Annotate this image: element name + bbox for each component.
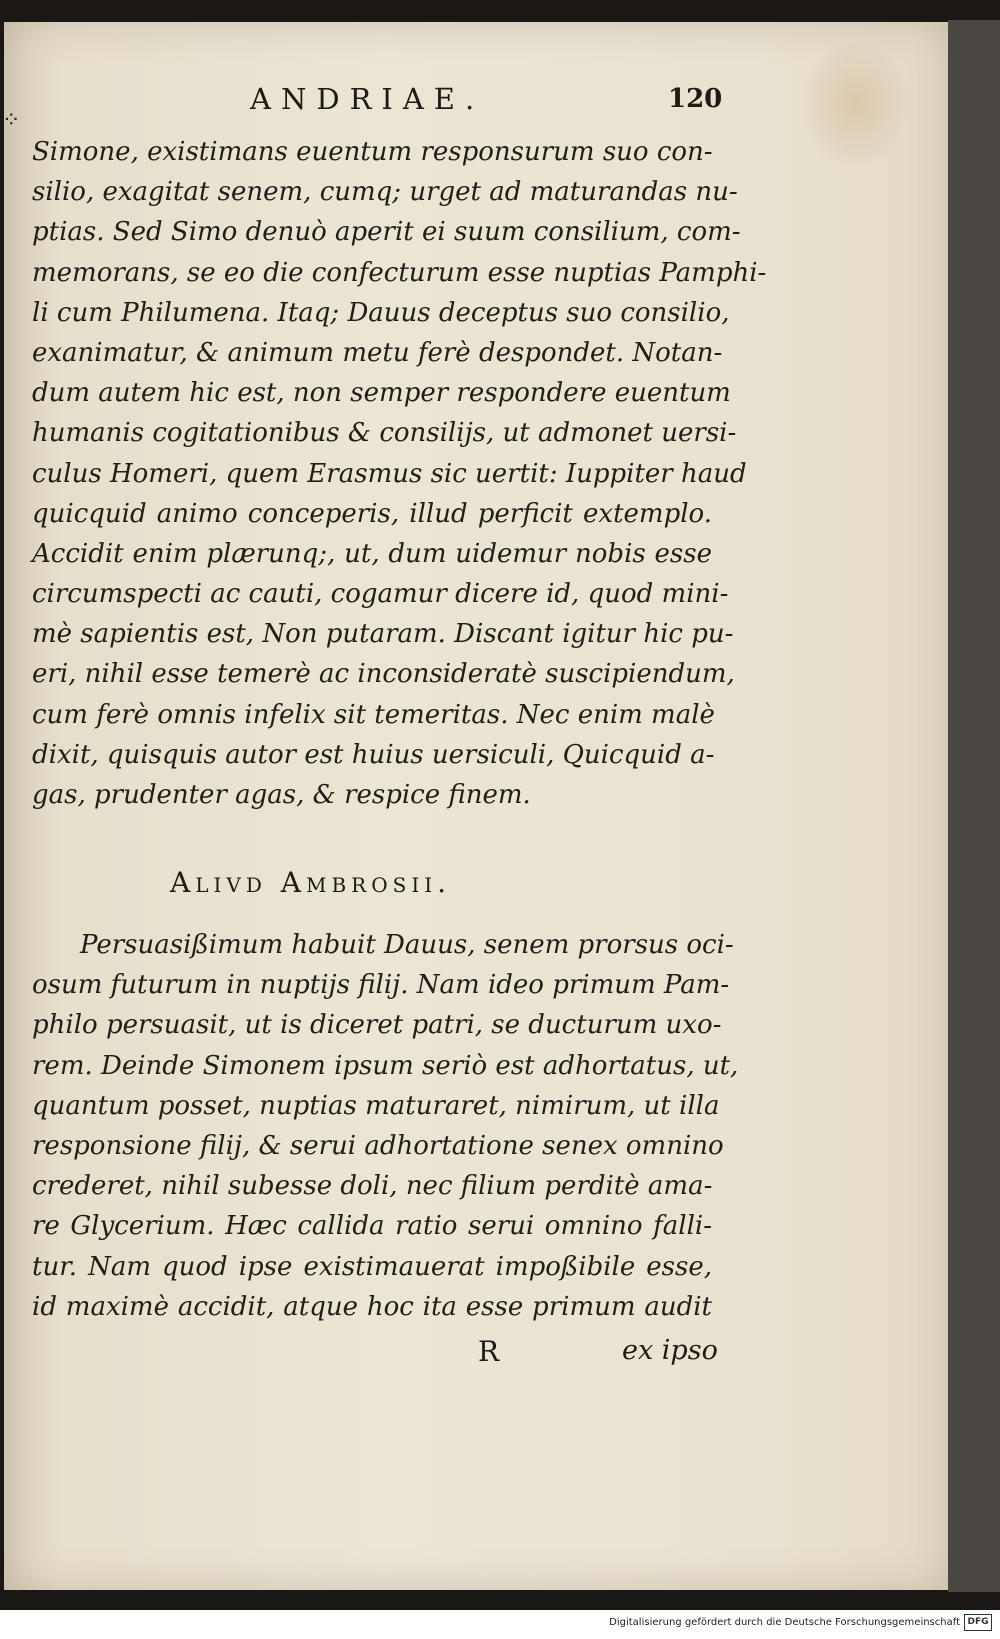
text-line: mè sapientis est, Non putaram. Discant igitur hic pu- <box>32 619 734 650</box>
text-line: circumspecti ac cauti, cogamur dicere id, quod mini- <box>32 579 729 610</box>
text-line: dum autem hic est, non semper respondere euentum <box>32 378 731 409</box>
paragraph-1 <box>32 132 767 815</box>
text-line: li cum Philumena. Itaq; Dauus deceptus suo consilio, <box>32 297 730 328</box>
dfg-logo[interactable]: DFG <box>964 1614 992 1631</box>
text-line: exanimatur, & animum metu ferè despondet. Notan- <box>32 337 723 368</box>
signature-mark: R <box>478 1335 500 1368</box>
text-line: re Glycerium. Hæc callida ratio serui omnino falli- <box>32 1211 712 1242</box>
text-line: quicquid animo conceperis, illud perficit extemplo. <box>32 498 712 529</box>
text-line: responsione filij, & serui adhortatione senex omnino <box>32 1130 724 1161</box>
text-line: silio, exagitat senem, cumq; urget ad maturandas nu- <box>32 177 738 208</box>
text-line: ptias. Sed Simo denuò aperit ei suum consilium, com- <box>32 217 741 248</box>
text-line: rem. Deinde Simonem ipsum seriò est adhortatus, ut, <box>32 1050 739 1081</box>
text-line: Simone, existimans euentum responsurum suo con- <box>32 137 713 167</box>
paragraph-2 <box>32 925 739 1327</box>
scan-edge-strip <box>948 20 1000 1592</box>
text-line: gas, prudenter agas, & respice finem. <box>32 780 531 810</box>
paper-stain <box>800 38 910 168</box>
text-line: Accidit enim plærunq;, ut, dum uidemur nobis esse <box>32 538 712 569</box>
text-line: id maximè accidit, atque hoc ita esse primum audit <box>32 1291 712 1322</box>
catchword: ex ipso <box>622 1335 718 1366</box>
text-line: osum futurum in nuptijs filij. Nam ideo primum Pam- <box>32 970 730 1001</box>
text-line: tur. Nam quod ipse existimauerat impoßibile esse, <box>32 1251 712 1282</box>
running-title: ANDRIAE. <box>250 82 485 116</box>
text-line: crederet, nihil subesse doli, nec filium perditè ama- <box>32 1171 713 1202</box>
section-heading: Alivd Ambrosii. <box>170 866 452 899</box>
text-line: Persuasißimum habuit Dauus, senem prorsus oci- <box>80 930 734 960</box>
text-line: culus Homeri, quem Erasmus sic uertit: Iuppiter haud <box>32 458 747 489</box>
text-line: quantum posset, nuptias maturaret, nimirum, ut illa <box>32 1090 720 1121</box>
margin-mark-icon: ⁘ <box>2 108 21 133</box>
funding-note: Digitalisierung gefördert durch die Deutsche Forschungsgemeinschaft <box>609 1617 960 1628</box>
text-line: memorans, se eo die confecturum esse nuptias Pamphi- <box>32 257 767 288</box>
text-line: humanis cogitationibus & consilijs, ut admonet uersi- <box>32 418 737 449</box>
text-line: dixit, quisquis autor est huius uersiculi, Quicquid a- <box>32 739 715 770</box>
text-line: cum ferè omnis infelix sit temeritas. Nec enim malè <box>32 699 715 730</box>
text-line: philo persuasit, ut is diceret patri, se ducturum uxo- <box>32 1010 722 1041</box>
page-number: 120 <box>668 84 723 114</box>
text-line: eri, nihil esse temerè ac inconsideratè suscipiendum, <box>32 659 735 690</box>
